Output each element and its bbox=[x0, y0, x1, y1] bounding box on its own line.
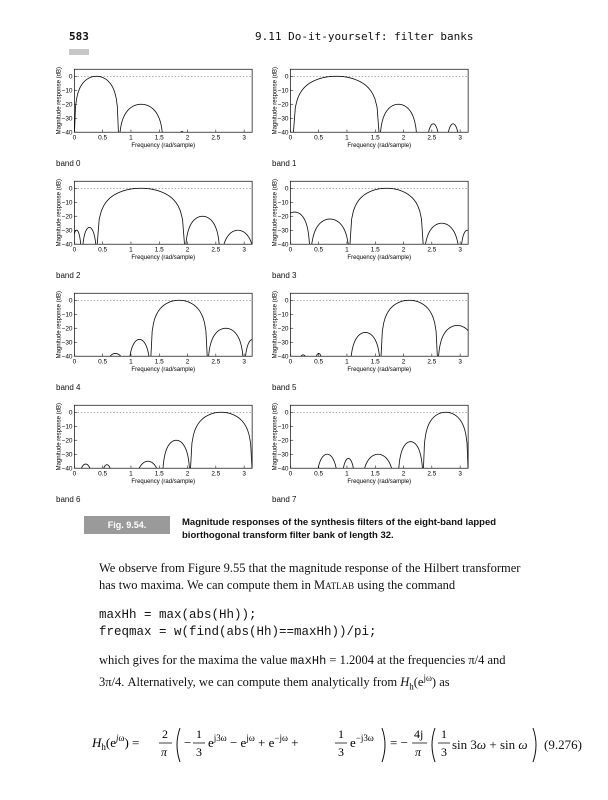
x-tick-label: 3 bbox=[458, 134, 462, 142]
x-tick-label: 3 bbox=[242, 470, 246, 478]
y-tick-label: −20 bbox=[61, 325, 73, 333]
x-tick-label: 1 bbox=[345, 470, 349, 478]
code-line-2: freqmax = w(find(abs(Hh)==maxHh))/pi; bbox=[99, 625, 377, 639]
section-title: 9.11 Do-it-yourself: filter banks bbox=[255, 30, 474, 43]
x-tick-label: 2 bbox=[401, 358, 406, 366]
magnitude-plot-band-1 bbox=[270, 65, 470, 155]
svg-text:1: 1 bbox=[441, 727, 447, 741]
y-tick-label: −20 bbox=[61, 437, 73, 445]
y-tick-label: −40 bbox=[277, 353, 289, 361]
x-tick-label: 0 bbox=[72, 358, 77, 366]
x-tick-label: 1 bbox=[345, 134, 349, 142]
y-tick-label: −30 bbox=[61, 115, 73, 123]
paragraph-2-text-c: (e bbox=[413, 675, 424, 690]
y-tick-label: −20 bbox=[277, 101, 289, 109]
y-tick-label: −40 bbox=[277, 129, 289, 137]
y-tick-label: −10 bbox=[61, 423, 73, 431]
svg-text:4j: 4j bbox=[414, 727, 424, 741]
h-symbol: H bbox=[400, 675, 410, 690]
y-tick-label: 0 bbox=[284, 297, 289, 305]
y-tick-label: 0 bbox=[68, 185, 73, 193]
response-lobe bbox=[446, 124, 460, 135]
x-tick-label: 0.5 bbox=[98, 358, 108, 366]
svg-text:= −: = − bbox=[390, 735, 408, 750]
x-tick-label: 1.5 bbox=[154, 358, 164, 366]
response-lobe bbox=[293, 76, 379, 135]
x-axis-label: Frequency (rad/sample) bbox=[131, 143, 196, 150]
response-lobe bbox=[350, 188, 424, 247]
plot-frame bbox=[74, 405, 252, 468]
x-axis-label: Frequency (rad/sample) bbox=[131, 255, 196, 262]
y-tick-label: −40 bbox=[61, 241, 73, 249]
x-tick-label: 0.5 bbox=[98, 246, 108, 254]
x-tick-label: 0.5 bbox=[98, 134, 108, 142]
y-tick-label: 0 bbox=[68, 73, 73, 81]
x-tick-label: 1.5 bbox=[154, 470, 164, 478]
x-tick-label: 2 bbox=[401, 246, 406, 254]
y-tick-label: −10 bbox=[277, 199, 289, 207]
magnitude-plot-band-7 bbox=[270, 401, 470, 491]
page-number: 583 bbox=[69, 30, 89, 43]
plot-frame bbox=[290, 181, 468, 244]
y-tick-label: −30 bbox=[61, 451, 73, 459]
response-lobe bbox=[74, 76, 118, 135]
y-tick-label: −10 bbox=[277, 311, 289, 319]
x-tick-label: 1.5 bbox=[370, 134, 380, 142]
y-axis-label: Magnitude response (dB) bbox=[56, 403, 63, 471]
y-tick-label: −10 bbox=[61, 311, 73, 319]
x-tick-label: 1.5 bbox=[154, 246, 164, 254]
x-tick-label: 3 bbox=[458, 358, 462, 366]
y-tick-label: −30 bbox=[277, 339, 289, 347]
x-tick-label: 3 bbox=[458, 470, 462, 478]
response-lobe bbox=[341, 458, 355, 471]
y-axis-label: Magnitude response (dB) bbox=[56, 67, 63, 135]
x-axis-label: Frequency (rad/sample) bbox=[347, 143, 412, 150]
matlab-word: Matlab bbox=[314, 578, 355, 592]
svg-text:ej3ω − ejω + e−jω +: $e^{j3\omega} - e^{j\omega} + e^{-j\omega}$ + bbox=[208, 733, 299, 750]
band-label-0: band 0 bbox=[56, 159, 81, 168]
equation-right-paren bbox=[531, 727, 541, 763]
x-tick-label: 1.5 bbox=[154, 134, 164, 142]
x-tick-label: 3 bbox=[242, 246, 246, 254]
plot-frame bbox=[290, 69, 468, 132]
magnitude-plot-band-5 bbox=[270, 289, 470, 379]
paragraph-2-text-a: which gives for the maxima the value bbox=[99, 653, 291, 667]
x-tick-label: 0 bbox=[288, 358, 293, 366]
y-tick-label: −10 bbox=[61, 87, 73, 95]
equation-tail: sin 3ω + sin ω bbox=[452, 737, 528, 752]
response-lobe bbox=[379, 104, 417, 135]
band-label-6: band 6 bbox=[56, 495, 81, 504]
figure-label: Fig. 9.54. bbox=[84, 516, 170, 534]
h-subscript: h bbox=[409, 681, 414, 692]
plot-frame bbox=[74, 293, 252, 356]
paragraph-2 bbox=[99, 652, 529, 696]
y-tick-label: −40 bbox=[61, 353, 73, 361]
response-lobe bbox=[423, 412, 468, 471]
x-tick-label: 2 bbox=[401, 470, 406, 478]
y-axis-label: Magnitude response (dB) bbox=[272, 67, 279, 135]
band-label-3: band 3 bbox=[272, 271, 297, 280]
x-tick-label: 0 bbox=[288, 246, 293, 254]
response-lobe bbox=[151, 300, 208, 359]
y-tick-label: −40 bbox=[277, 241, 289, 249]
svg-text:π: π bbox=[415, 745, 422, 759]
x-tick-label: 2.5 bbox=[211, 246, 221, 254]
magnitude-plot-band-4 bbox=[54, 289, 254, 379]
x-tick-label: 1.5 bbox=[370, 358, 380, 366]
band-label-4: band 4 bbox=[56, 383, 81, 392]
response-lobe bbox=[185, 216, 221, 247]
y-tick-label: −10 bbox=[277, 423, 289, 431]
band-label-1: band 1 bbox=[272, 159, 297, 168]
paragraph-1 bbox=[99, 560, 529, 594]
y-tick-label: −30 bbox=[61, 227, 73, 235]
x-tick-label: 0 bbox=[288, 134, 293, 142]
y-tick-label: −20 bbox=[61, 101, 73, 109]
y-tick-label: −40 bbox=[277, 465, 289, 473]
x-tick-label: 2.5 bbox=[427, 134, 437, 142]
y-axis-label: Magnitude response (dB) bbox=[56, 291, 63, 359]
figure-caption-text: Magnitude responses of the synthesis filters of the eight-band lapped biorthogonal transform filter bank of length 32. bbox=[182, 517, 497, 541]
y-tick-label: 0 bbox=[68, 409, 73, 417]
x-axis-label: Frequency (rad/sample) bbox=[347, 367, 412, 374]
svg-text:3: 3 bbox=[338, 745, 344, 759]
y-tick-label: 0 bbox=[284, 409, 289, 417]
response-lobe bbox=[77, 464, 94, 471]
x-tick-label: 0 bbox=[288, 470, 293, 478]
x-tick-label: 2 bbox=[185, 358, 190, 366]
response-lobe bbox=[350, 332, 381, 359]
response-lobe bbox=[398, 442, 423, 471]
code-line-1: maxHh = max(abs(Hh)); bbox=[99, 608, 257, 622]
x-tick-label: 3 bbox=[458, 246, 462, 254]
running-header bbox=[0, 30, 608, 48]
svg-text:π: π bbox=[161, 745, 168, 759]
band-label-2: band 2 bbox=[56, 271, 81, 280]
y-tick-label: −30 bbox=[277, 227, 289, 235]
x-tick-label: 1 bbox=[129, 358, 133, 366]
y-tick-label: −30 bbox=[277, 451, 289, 459]
x-tick-label: 2 bbox=[401, 134, 406, 142]
x-tick-label: 0 bbox=[72, 470, 77, 478]
y-tick-label: 0 bbox=[68, 297, 73, 305]
svg-text:Hh(ejω) =: $H_h(e^j\omega)$ = bbox=[92, 733, 140, 752]
response-lobe bbox=[426, 124, 440, 135]
svg-text:1: 1 bbox=[196, 727, 202, 741]
response-lobe bbox=[310, 219, 350, 247]
y-tick-label: −40 bbox=[61, 129, 73, 137]
x-tick-label: 1.5 bbox=[370, 246, 380, 254]
x-axis-label: Frequency (rad/sample) bbox=[131, 367, 196, 374]
x-tick-label: 2 bbox=[185, 470, 190, 478]
paragraph-2-text-b: = 1.2004 at the frequencies π/4 and 3π/4. Alternatively, we can compute them analytically from bbox=[99, 653, 506, 690]
paragraph-1-text-b: using the command bbox=[354, 578, 456, 592]
x-tick-label: 1 bbox=[129, 470, 133, 478]
y-tick-label: −30 bbox=[277, 115, 289, 123]
svg-text:3: 3 bbox=[441, 745, 447, 759]
paragraph-1-text-a: We observe from Figure 9.55 that the magnitude response of the Hilbert transformer has two maxima. We can compute them in bbox=[99, 561, 521, 592]
y-tick-label: −10 bbox=[61, 199, 73, 207]
y-tick-label: −40 bbox=[61, 465, 73, 473]
x-tick-label: 1 bbox=[345, 358, 349, 366]
y-tick-label: −20 bbox=[277, 325, 289, 333]
x-tick-label: 0.5 bbox=[314, 470, 324, 478]
inline-code: maxHh bbox=[290, 654, 327, 668]
x-tick-label: 1 bbox=[345, 246, 349, 254]
response-lobe bbox=[438, 325, 478, 359]
x-tick-label: 2 bbox=[185, 246, 190, 254]
y-tick-label: 0 bbox=[284, 185, 289, 193]
svg-text:2: 2 bbox=[162, 727, 168, 741]
paragraph-2-text-d: ) as bbox=[431, 675, 450, 690]
magnitude-plot-band-0 bbox=[54, 65, 254, 155]
plot-frame bbox=[290, 293, 468, 356]
x-tick-label: 0 bbox=[72, 134, 77, 142]
x-tick-label: 2.5 bbox=[211, 470, 221, 478]
plot-frame bbox=[290, 405, 468, 468]
response-lobe bbox=[381, 300, 438, 359]
y-tick-label: −20 bbox=[277, 437, 289, 445]
response-lobe bbox=[207, 328, 244, 359]
x-tick-label: 1 bbox=[129, 246, 133, 254]
y-tick-label: −10 bbox=[277, 87, 289, 95]
y-tick-label: −20 bbox=[61, 213, 73, 221]
y-axis-label: Magnitude response (dB) bbox=[272, 291, 279, 359]
response-lobe bbox=[119, 104, 164, 135]
magnitude-plot-band-6 bbox=[54, 401, 254, 491]
y-tick-label: −30 bbox=[61, 339, 73, 347]
x-tick-label: 2.5 bbox=[427, 246, 437, 254]
x-tick-label: 2 bbox=[185, 134, 190, 142]
x-tick-label: 0.5 bbox=[314, 134, 324, 142]
x-axis-label: Frequency (rad/sample) bbox=[131, 479, 196, 486]
x-tick-label: 1.5 bbox=[370, 470, 380, 478]
x-tick-label: 2.5 bbox=[427, 470, 437, 478]
y-tick-label: −20 bbox=[277, 213, 289, 221]
x-tick-label: 2.5 bbox=[211, 358, 221, 366]
magnitude-plot-band-3 bbox=[270, 177, 470, 267]
x-tick-label: 3 bbox=[242, 134, 246, 142]
x-tick-label: 0.5 bbox=[314, 358, 324, 366]
svg-text:−: − bbox=[184, 735, 192, 750]
equation-number: (9.276) bbox=[544, 737, 582, 752]
svg-text:e−j3ω: $e^{-j3\omega}$ bbox=[350, 733, 374, 750]
response-lobe bbox=[296, 355, 310, 359]
band-label-7: band 7 bbox=[272, 495, 297, 504]
response-lobe bbox=[162, 440, 190, 471]
svg-text:3: 3 bbox=[196, 745, 202, 759]
svg-text:1: 1 bbox=[338, 727, 344, 741]
x-tick-label: 0.5 bbox=[314, 246, 324, 254]
response-lobe bbox=[134, 461, 162, 471]
y-axis-label: Magnitude response (dB) bbox=[272, 179, 279, 247]
x-axis-label: Frequency (rad/sample) bbox=[347, 479, 412, 486]
magnitude-plot-band-2 bbox=[54, 177, 254, 267]
x-axis-label: Frequency (rad/sample) bbox=[347, 255, 412, 262]
y-tick-label: 0 bbox=[284, 73, 289, 81]
y-axis-label: Magnitude response (dB) bbox=[272, 403, 279, 471]
x-tick-label: 0 bbox=[72, 246, 77, 254]
response-lobe bbox=[190, 412, 252, 471]
band-label-5: band 5 bbox=[272, 383, 297, 392]
x-tick-label: 2.5 bbox=[427, 358, 437, 366]
x-tick-label: 2.5 bbox=[211, 134, 221, 142]
response-lobe bbox=[423, 223, 460, 247]
response-lobe bbox=[97, 188, 185, 247]
x-tick-label: 1 bbox=[129, 134, 133, 142]
x-tick-label: 3 bbox=[242, 358, 246, 366]
header-bar bbox=[69, 49, 89, 55]
exponent: jω bbox=[423, 673, 432, 683]
plot-frame bbox=[74, 69, 252, 132]
y-axis-label: Magnitude response (dB) bbox=[56, 179, 63, 247]
x-tick-label: 0.5 bbox=[98, 470, 108, 478]
